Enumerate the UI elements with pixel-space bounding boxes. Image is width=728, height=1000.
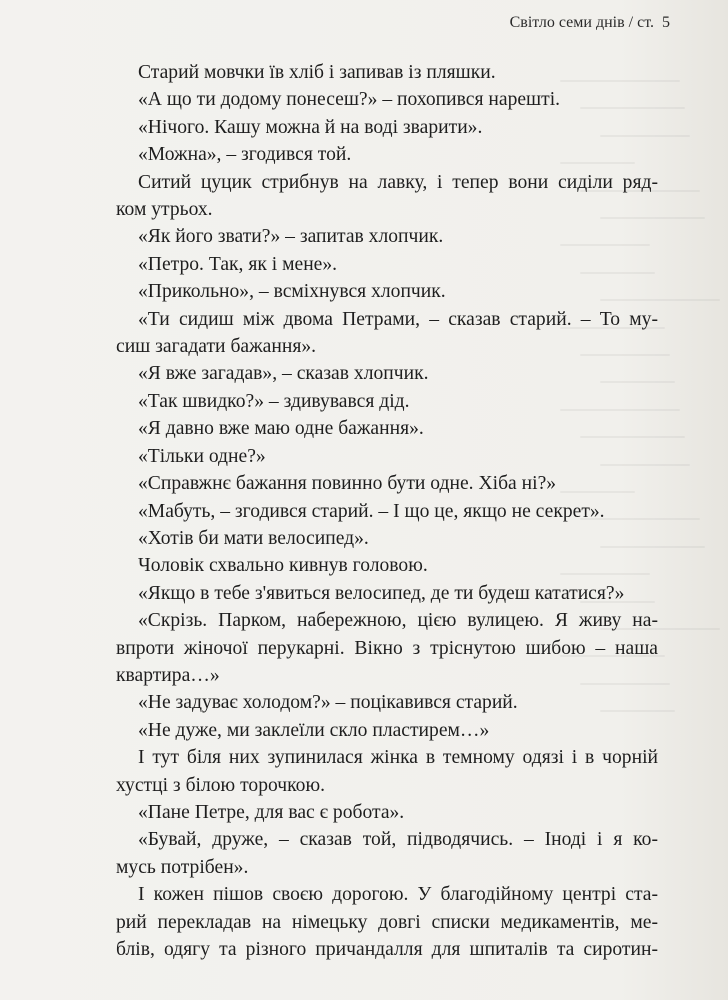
text-line: «Якщо в тебе з'явиться велосипед, де ти будеш кататися?»: [138, 582, 625, 604]
text-line: «Так швидко?» – здивувався дід.: [138, 390, 410, 412]
text-line: «Прикольно», – всміхнувся хлопчик.: [138, 281, 446, 303]
text-line: мусь потрібен».: [116, 856, 249, 878]
text-line: «Хотів би мати велосипед».: [138, 527, 369, 549]
text-line: впроти жіночої перукарні. Вікно з тріснутою шибою – наша: [116, 637, 658, 659]
text-line: «Ти сидиш між двома Петрами, – сказав старий. – То му-: [138, 308, 658, 330]
text-line: «Скрізь. Парком, набережною, цією вулицею. Я живу на-: [138, 610, 658, 632]
text-line: блів, одягу та різного причандалля для шпиталів та сиротин-: [116, 939, 658, 960]
text-line: «Можна», – згодився той.: [138, 144, 352, 166]
text-line: Чоловік схвально кивнув головою.: [138, 555, 428, 577]
text-line: квартира…»: [116, 664, 220, 686]
text-line: «Як його звати?» – запитав хлопчик.: [138, 226, 444, 248]
text-line: «Пане Петре, для вас є робота».: [138, 801, 405, 823]
page-number: 5: [662, 14, 670, 31]
running-title: Світло семи днів / ст.: [509, 14, 654, 31]
running-header: [510, 14, 670, 32]
text-line: сиш загадати бажання».: [116, 336, 317, 358]
text-line: «Не задуває холодом?» – поцікавився старий.: [138, 692, 518, 714]
text-line: ком утрьох.: [116, 199, 213, 221]
text-line: «Справжнє бажання повинно бути одне. Хіба ні?»: [138, 473, 557, 495]
text-line: Старий мовчки їв хліб і запивав із пляшки.: [138, 62, 496, 83]
text-line: «Петро. Так, як і мене».: [138, 253, 338, 275]
text-line: «Нічого. Кашу можна й на воді зварити».: [138, 116, 483, 138]
text-line: «Я давно вже маю одне бажання».: [138, 418, 424, 440]
body-text: [116, 59, 658, 963]
text-line: «Мабуть, – згодився старий. – І що це, якщо не секрет».: [138, 500, 605, 522]
text-line: хустці з білою торочкою.: [116, 774, 325, 796]
text-line: І кожен пішов своєю дорогою. У благодійному центрі ста-: [138, 884, 658, 906]
text-line: «Не дуже, ми заклеїли скло пластирем…»: [138, 719, 490, 741]
text-line: «Бувай, друже, – сказав той, підводячись. – Іноді і я ко-: [138, 829, 658, 851]
text-line: І тут біля них зупинилася жінка в темному одязі і в чорній: [138, 747, 658, 769]
text-line: «Я вже загадав», – сказав хлопчик.: [138, 363, 429, 385]
text-line: рий перекладав на німецьку довгі списки медикаментів, ме-: [116, 911, 658, 933]
text-line: Ситий цуцик стрибнув на лавку, і тепер вони сиділи ряд-: [138, 171, 658, 193]
text-line: «А що ти додому понесеш?» – похопився нарешті.: [138, 89, 561, 111]
text-line: «Тільки одне?»: [138, 445, 266, 467]
